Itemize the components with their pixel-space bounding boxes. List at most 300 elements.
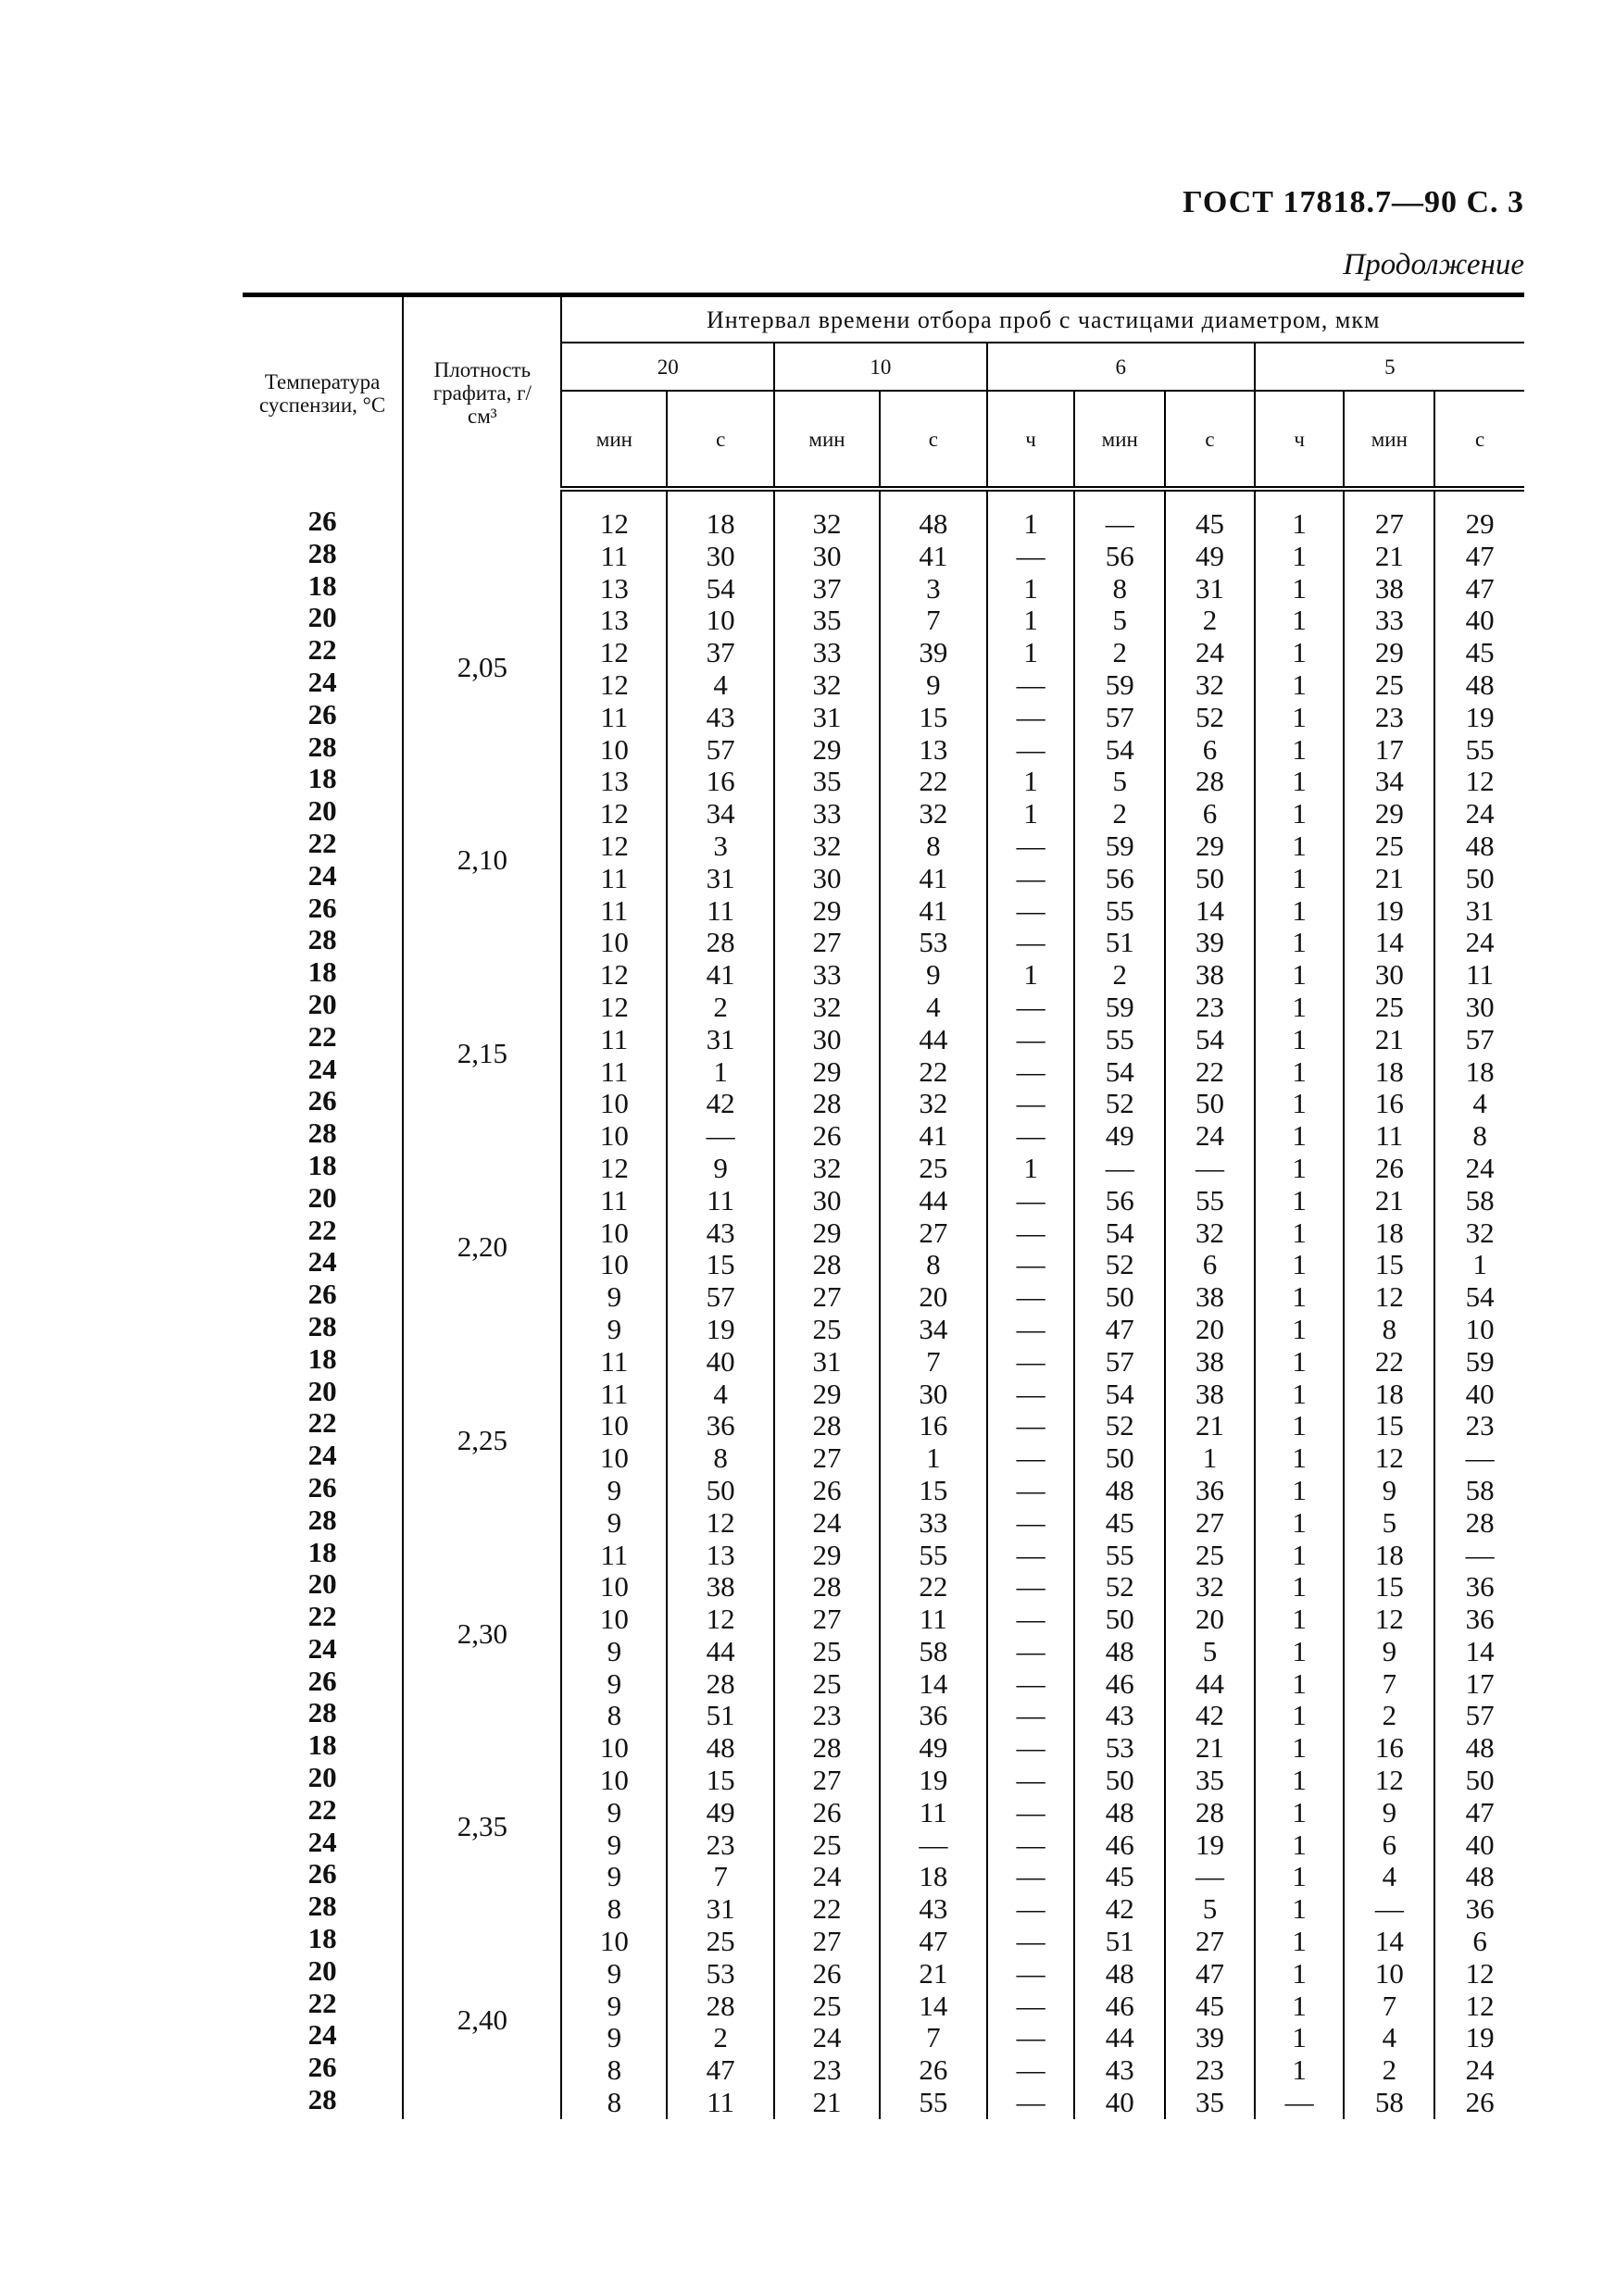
d5-hour-cell: 1 (1292, 1860, 1307, 1893)
d20-min-cell: 9 (607, 1312, 622, 1345)
d10-min-cell: 29 (812, 1377, 842, 1410)
d6-sec-cell: 27 (1195, 1505, 1224, 1539)
d5-hour-cell: 1 (1292, 1892, 1307, 1926)
d6-sec-cell: 21 (1195, 1731, 1224, 1765)
d6-min-cell: 55 (1105, 1022, 1134, 1055)
d10-sec-cell: 11 (919, 1795, 947, 1828)
d20-sec-cell: 48 (706, 1731, 735, 1765)
d5-sec-cell: 14 (1465, 1634, 1495, 1667)
d6-min-cell: 54 (1105, 1377, 1134, 1410)
d5-min-cell: 12 (1374, 1441, 1404, 1475)
d5-hour-cell: 1 (1292, 1989, 1307, 2022)
d20-min-cell: 11 (600, 1054, 629, 1088)
d10-min-cell: 35 (812, 765, 842, 798)
d5-sec-cell: 26 (1465, 2086, 1495, 2119)
d10-min-cell: 27 (812, 1280, 842, 1314)
d20-min-cell: 13 (599, 765, 629, 798)
d5-hour-cell: 1 (1292, 636, 1307, 669)
d5-min-cell: 5 (1382, 1505, 1397, 1539)
d10-sec-cell: 55 (919, 2086, 948, 2119)
temperature-cell: 26 (307, 1084, 337, 1117)
density-value: 2,30 (457, 1616, 507, 1650)
d10-min-cell: 23 (812, 2053, 842, 2087)
d5-min-cell: 6 (1382, 1828, 1397, 1861)
d6-min-cell: 43 (1105, 1699, 1134, 1732)
d6-sec-cell: 28 (1195, 765, 1224, 798)
d6-sec-cell: 6 (1202, 797, 1218, 830)
d6-sec-cell: 52 (1195, 700, 1224, 733)
d5-min-cell: 11 (1375, 1119, 1404, 1153)
d10-min-cell: 37 (812, 571, 842, 605)
d10-sec-cell: 7 (926, 2021, 941, 2054)
d6-sec-cell: 19 (1195, 1828, 1224, 1861)
d5-min-cell: 7 (1382, 1666, 1397, 1700)
d5-hour-cell: 1 (1292, 700, 1307, 733)
d6-sec-cell: 38 (1195, 1280, 1224, 1314)
temperature-cell: 28 (307, 1696, 337, 1729)
d5-sec-cell: 50 (1465, 861, 1495, 894)
d20-sec-cell: 28 (706, 1666, 735, 1700)
d20-min-cell: 11 (600, 1022, 629, 1055)
d5-hour-cell: 1 (1292, 2053, 1307, 2087)
d6-hour-cell: — (1016, 1860, 1045, 1893)
d6-hour-cell: 1 (1023, 765, 1038, 798)
d5-hour-column (1255, 489, 1345, 2119)
d6-sec-cell: 22 (1195, 1054, 1224, 1088)
d20-min-cell: 10 (599, 1087, 629, 1120)
temperature-cell: 20 (307, 987, 337, 1020)
d5-sec-cell: 17 (1465, 1666, 1495, 1700)
d10-min-cell: 32 (812, 507, 842, 540)
d5-hour-cell: 1 (1292, 1022, 1307, 1055)
temperature-cell: 26 (307, 1470, 337, 1504)
d10-min-cell: 29 (812, 1216, 842, 1249)
d10-min-header: мин (774, 391, 880, 489)
d5-sec-cell: 12 (1465, 1989, 1495, 2022)
d10-sec-cell: 20 (919, 1280, 948, 1314)
d20-min-cell: 8 (607, 1892, 622, 1926)
d6-min-cell: 48 (1105, 1956, 1134, 1990)
d6-sec-cell: 21 (1195, 1409, 1224, 1442)
d5-min-cell: 15 (1374, 1570, 1404, 1603)
temperature-header: Температура суспензии, °С (243, 295, 403, 490)
d20-sec-cell: 18 (706, 507, 735, 540)
d5-hour-cell: 1 (1292, 1183, 1307, 1217)
d20-min-cell: 12 (599, 829, 629, 862)
d20-min-cell: 12 (599, 507, 629, 540)
d20-sec-cell: 51 (706, 1699, 735, 1732)
d5-sec-cell: 12 (1465, 1956, 1495, 1990)
d10-sec-cell: 44 (919, 1022, 948, 1055)
d5-sec-cell: 6 (1472, 1925, 1487, 1958)
d5-min-cell: 15 (1374, 1248, 1404, 1281)
d6-min-cell: 59 (1105, 668, 1134, 701)
d20-sec-cell: 8 (713, 1441, 728, 1475)
d6-min-cell: 2 (1112, 958, 1127, 992)
d5-sec-column (1434, 489, 1524, 2119)
d20-sec-cell: 7 (713, 1860, 728, 1893)
d10-sec-cell: 15 (919, 1473, 948, 1506)
d20-sec-cell: 44 (706, 1634, 735, 1667)
d6-min-cell: 50 (1105, 1441, 1134, 1475)
d6-sec-cell: 54 (1195, 1022, 1224, 1055)
temperature-cell: 20 (307, 1180, 337, 1214)
d10-min-cell: 25 (812, 1828, 842, 1861)
d20-min-cell: 9 (607, 2021, 622, 2054)
temperature-cell: 18 (307, 1922, 337, 1955)
d20-sec-cell: 10 (706, 604, 735, 637)
d5-sec-cell: 8 (1472, 1119, 1487, 1153)
d6-min-cell: — (1105, 507, 1134, 540)
d5-sec-cell: 40 (1465, 1377, 1495, 1410)
d20-min-cell: 9 (607, 1280, 622, 1314)
d5-hour-cell: — (1284, 2086, 1314, 2119)
d10-sec-cell: 44 (919, 1183, 948, 1217)
temperature-cell: 28 (307, 1117, 337, 1150)
d20-min-cell: 12 (599, 668, 629, 701)
temperature-cell: 24 (307, 1052, 337, 1085)
d10-sec-cell: 25 (919, 1151, 948, 1184)
d6-hour-cell: — (1016, 1634, 1045, 1667)
d6-sec-cell: 39 (1195, 926, 1224, 959)
d20-sec-cell: 54 (706, 571, 735, 605)
d6-sec-cell: 25 (1195, 1538, 1224, 1571)
d20-sec-cell: 23 (706, 1828, 735, 1861)
d5-min-cell: 21 (1374, 861, 1404, 894)
d10-sec-cell: 26 (919, 2053, 948, 2087)
d5-hour-cell: 1 (1292, 1603, 1307, 1636)
d20-min-cell: 11 (600, 861, 629, 894)
temperature-cell: 26 (307, 1857, 337, 1890)
density-value: 2,40 (457, 2003, 507, 2037)
d6-sec-cell: 39 (1195, 2021, 1224, 2054)
d6-sec-cell: 28 (1195, 1795, 1224, 1828)
d20-min-cell: 11 (600, 1377, 629, 1410)
d20-min-cell: 10 (599, 1409, 629, 1442)
d10-sec-cell: 55 (919, 1538, 948, 1571)
d6-min-cell: 43 (1105, 2053, 1134, 2087)
d6-hour-cell: — (1016, 1666, 1045, 1700)
d6-hour-cell: — (1016, 668, 1045, 701)
d5-min-cell: 33 (1374, 604, 1404, 637)
d6-sec-cell: 6 (1202, 732, 1218, 766)
d20-sec-cell: 11 (707, 1183, 735, 1217)
d20-min-cell: 11 (600, 1344, 629, 1378)
d10-sec-cell: 33 (919, 1505, 948, 1539)
d6-hour-cell: 1 (1023, 958, 1038, 992)
d5-min-cell: 18 (1374, 1216, 1404, 1249)
d5-hour-cell: 1 (1292, 1699, 1307, 1732)
d6-sec-header: с (1165, 391, 1255, 489)
d5-hour-cell: 1 (1292, 1731, 1307, 1765)
d5-sec-cell: 47 (1465, 571, 1495, 605)
d5-min-cell: 29 (1374, 797, 1404, 830)
d10-sec-cell: 21 (919, 1956, 948, 1990)
d20-sec-cell: 11 (707, 2086, 735, 2119)
d20-min-cell: 10 (599, 1248, 629, 1281)
d5-sec-cell: 55 (1465, 732, 1495, 766)
d6-min-cell: 5 (1112, 604, 1127, 637)
d10-min-cell: 33 (812, 636, 842, 669)
d6-hour-cell: — (1016, 1216, 1045, 1249)
temperature-cell: 18 (307, 762, 337, 795)
d5-hour-cell: 1 (1292, 1570, 1307, 1603)
d5-min-cell: 10 (1374, 1956, 1404, 1990)
d5-sec-cell: 24 (1465, 926, 1495, 959)
density-value: 2,10 (457, 843, 507, 877)
d10-min-cell: 26 (812, 1119, 842, 1153)
d5-hour-cell: 1 (1292, 958, 1307, 992)
d6-sec-cell: 23 (1195, 990, 1224, 1023)
d5-sec-cell: 58 (1465, 1473, 1495, 1506)
d6-sec-cell: 38 (1195, 958, 1224, 992)
d6-min-cell: 54 (1105, 1216, 1134, 1249)
d10-min-cell: 24 (812, 1505, 842, 1539)
d10-sec-cell: 36 (919, 1699, 948, 1732)
temperature-cell: 28 (307, 1309, 337, 1342)
d10-sec-cell: 8 (926, 1248, 941, 1281)
d5-sec-cell: 57 (1465, 1699, 1495, 1732)
d6-min-cell: 52 (1105, 1087, 1134, 1120)
d10-min-cell: 33 (812, 797, 842, 830)
d5-sec-cell: — (1465, 1538, 1495, 1571)
d5-min-cell: 29 (1374, 636, 1404, 669)
d6-sec-cell: 47 (1195, 1956, 1224, 1990)
d5-min-cell: 21 (1374, 1022, 1404, 1055)
d5-sec-cell: 59 (1465, 1344, 1495, 1378)
d5-min-cell: 16 (1374, 1731, 1404, 1765)
d6-min-header: мин (1074, 391, 1165, 489)
d5-hour-cell: 1 (1292, 861, 1307, 894)
d20-sec-cell: 50 (706, 1473, 735, 1506)
d20-min-column (561, 489, 667, 2119)
d20-min-cell: 12 (599, 958, 629, 992)
d6-min-cell: 51 (1105, 926, 1134, 959)
d10-min-cell: 32 (812, 829, 842, 862)
d20-sec-cell: 1 (713, 1054, 728, 1088)
d10-sec-cell: 16 (919, 1409, 948, 1442)
d20-sec-header: с (667, 391, 774, 489)
d5-hour-cell: 1 (1292, 1409, 1307, 1442)
d6-sec-cell: 20 (1195, 1603, 1224, 1636)
d5-sec-cell: 54 (1465, 1280, 1495, 1314)
temperature-cell: 26 (307, 2051, 337, 2084)
d20-sec-cell: 28 (706, 1989, 735, 2022)
d20-sec-cell: 36 (706, 1409, 735, 1442)
d6-sec-cell: 44 (1195, 1666, 1224, 1700)
d6-sec-cell: 1 (1202, 1441, 1218, 1475)
d20-sec-cell: 31 (706, 1022, 735, 1055)
d20-sec-cell: 30 (706, 539, 735, 572)
d6-hour-cell: — (1016, 1473, 1045, 1506)
d20-sec-cell: 31 (706, 861, 735, 894)
d10-sec-cell: 9 (926, 668, 941, 701)
temperature-cell: 18 (307, 1148, 337, 1181)
d6-min-cell: 45 (1105, 1860, 1134, 1893)
d6-hour-cell: — (1016, 732, 1045, 766)
d5-min-cell: — (1374, 1892, 1404, 1926)
d20-min-cell: 10 (599, 1925, 629, 1958)
d10-sec-cell: 14 (919, 1666, 948, 1700)
d20-sec-cell: 12 (706, 1505, 735, 1539)
d5-min-cell: 22 (1374, 1344, 1404, 1378)
d10-sec-cell: 15 (919, 700, 948, 733)
d10-min-cell: 30 (812, 1183, 842, 1217)
d20-min-cell: 11 (600, 539, 629, 572)
d6-min-cell: 5 (1112, 765, 1127, 798)
temperature-cell: 26 (307, 505, 337, 537)
d6-sec-cell: 38 (1195, 1344, 1224, 1378)
d6-hour-cell: — (1016, 2021, 1045, 2054)
d6-hour-cell: — (1016, 1989, 1045, 2022)
d5-hour-cell: 1 (1292, 1666, 1307, 1700)
interval-header: Интервал времени отбора проб с частицами диаметром, мкм (561, 295, 1524, 343)
d10-min-cell: 32 (812, 1151, 842, 1184)
d10-sec-cell: 39 (919, 636, 948, 669)
d10-sec-cell: — (919, 1828, 948, 1861)
d5-hour-cell: 1 (1292, 571, 1307, 605)
diameter-6-header: 6 (987, 343, 1255, 391)
d20-sec-cell: 13 (706, 1538, 735, 1571)
d6-hour-header: ч (987, 391, 1075, 489)
d10-min-cell: 27 (812, 926, 842, 959)
d5-min-cell: 12 (1374, 1603, 1404, 1636)
d5-min-cell: 27 (1374, 507, 1404, 540)
d6-sec-cell: 5 (1202, 1892, 1218, 1926)
d10-sec-cell: 32 (919, 797, 948, 830)
d20-sec-column (667, 489, 774, 2119)
temperature-cell: 18 (307, 1728, 337, 1762)
temperature-cell: 26 (307, 1664, 337, 1697)
d20-sec-cell: 25 (706, 1925, 735, 1958)
d5-sec-cell: 47 (1465, 1795, 1495, 1828)
d6-min-cell: 57 (1105, 700, 1134, 733)
d6-hour-cell: — (1016, 1312, 1045, 1345)
d6-sec-cell: 45 (1195, 507, 1224, 540)
d5-hour-cell: 1 (1292, 1280, 1307, 1314)
d6-hour-cell: — (1016, 1377, 1045, 1410)
d5-sec-cell: 19 (1465, 2021, 1495, 2054)
d5-min-column (1344, 489, 1434, 2119)
d10-min-cell: 25 (812, 1634, 842, 1667)
d10-sec-cell: 14 (919, 1989, 948, 2022)
temperature-cell: 20 (307, 1953, 337, 1987)
d5-sec-cell: 31 (1465, 893, 1495, 927)
d5-sec-cell: 48 (1465, 1731, 1495, 1765)
d6-min-cell: 8 (1112, 571, 1127, 605)
d20-min-cell: 10 (599, 732, 629, 766)
d10-min-cell: 32 (812, 990, 842, 1023)
temperature-cell: 20 (307, 601, 337, 634)
d5-sec-cell: 11 (1466, 958, 1494, 992)
d5-sec-cell: 48 (1465, 668, 1495, 701)
d5-min-cell: 25 (1374, 668, 1404, 701)
d20-sec-cell: 53 (706, 1956, 735, 1990)
d5-hour-cell: 1 (1292, 1538, 1307, 1571)
d20-min-cell: 8 (607, 1699, 622, 1732)
d20-min-cell: 8 (607, 2053, 622, 2087)
d6-hour-cell: 1 (1023, 571, 1038, 605)
d10-min-cell: 28 (812, 1409, 842, 1442)
d5-hour-cell: 1 (1292, 507, 1307, 540)
d5-min-cell: 25 (1374, 990, 1404, 1023)
d6-min-cell: 45 (1105, 1505, 1134, 1539)
d6-min-cell: 56 (1105, 861, 1134, 894)
d10-min-cell: 23 (812, 1699, 842, 1732)
d10-min-cell: 30 (812, 861, 842, 894)
d6-sec-cell: 14 (1195, 893, 1224, 927)
d6-hour-cell: — (1016, 2053, 1045, 2087)
d6-min-cell: 52 (1105, 1409, 1134, 1442)
d5-min-header: мин (1344, 391, 1434, 489)
d6-min-column (1074, 489, 1165, 2119)
d5-sec-cell: 1 (1472, 1248, 1487, 1281)
d5-min-cell: 23 (1374, 700, 1404, 733)
d6-hour-cell: — (1016, 1409, 1045, 1442)
d6-sec-cell: 35 (1195, 1764, 1224, 1797)
d6-min-cell: 42 (1105, 1892, 1134, 1926)
d20-sec-cell: 28 (706, 926, 735, 959)
d6-min-cell: 48 (1105, 1634, 1134, 1667)
temperature-cell: 28 (307, 730, 337, 763)
d5-hour-cell: 1 (1292, 1377, 1307, 1410)
d20-min-cell: 11 (600, 700, 629, 733)
d10-min-cell: 27 (812, 1603, 842, 1636)
d6-sec-cell: 20 (1195, 1312, 1224, 1345)
d6-min-cell: 49 (1105, 1119, 1134, 1153)
d20-min-cell: 9 (607, 1860, 622, 1893)
d20-sec-cell: 9 (713, 1151, 728, 1184)
d5-sec-cell: 24 (1465, 1151, 1495, 1184)
d5-min-cell: 21 (1374, 539, 1404, 572)
d20-min-cell: 9 (607, 1666, 622, 1700)
temperature-cell: 28 (307, 923, 337, 956)
d10-sec-cell: 22 (919, 1570, 948, 1603)
temperature-cell: 28 (307, 1890, 337, 1923)
d10-min-cell: 24 (812, 2021, 842, 2054)
d6-hour-cell: — (1016, 1505, 1045, 1539)
temperature-cell: 24 (307, 665, 337, 698)
d6-min-cell: 47 (1105, 1312, 1134, 1345)
temperature-cell: 24 (307, 1631, 337, 1665)
d6-hour-cell: — (1016, 539, 1045, 572)
d6-sec-cell: 42 (1195, 1699, 1224, 1732)
d20-min-cell: 12 (599, 636, 629, 669)
d20-sec-cell: 16 (706, 765, 735, 798)
d6-sec-cell: 32 (1195, 668, 1224, 701)
d5-hour-cell: 1 (1292, 1248, 1307, 1281)
d10-min-cell: 28 (812, 1570, 842, 1603)
temperature-column (243, 489, 403, 2119)
d6-sec-cell: 32 (1195, 1570, 1224, 1603)
d20-min-cell: 9 (607, 1989, 622, 2022)
d10-sec-cell: 47 (919, 1925, 948, 1958)
d6-min-cell: 59 (1105, 990, 1134, 1023)
d10-min-cell: 33 (812, 958, 842, 992)
d10-min-cell: 21 (812, 2086, 842, 2119)
d6-hour-cell: — (1016, 700, 1045, 733)
d6-hour-cell: — (1016, 1764, 1045, 1797)
d5-sec-cell: — (1465, 1441, 1495, 1475)
d5-min-cell: 14 (1374, 926, 1404, 959)
d6-sec-cell: 45 (1195, 1989, 1224, 2022)
d5-min-cell: 26 (1374, 1151, 1404, 1184)
d6-sec-cell: 24 (1195, 636, 1224, 669)
d20-sec-cell: 34 (706, 797, 735, 830)
temperature-cell: 20 (307, 794, 337, 828)
d10-sec-cell: 11 (919, 1603, 947, 1636)
d20-sec-cell: 38 (706, 1570, 735, 1603)
